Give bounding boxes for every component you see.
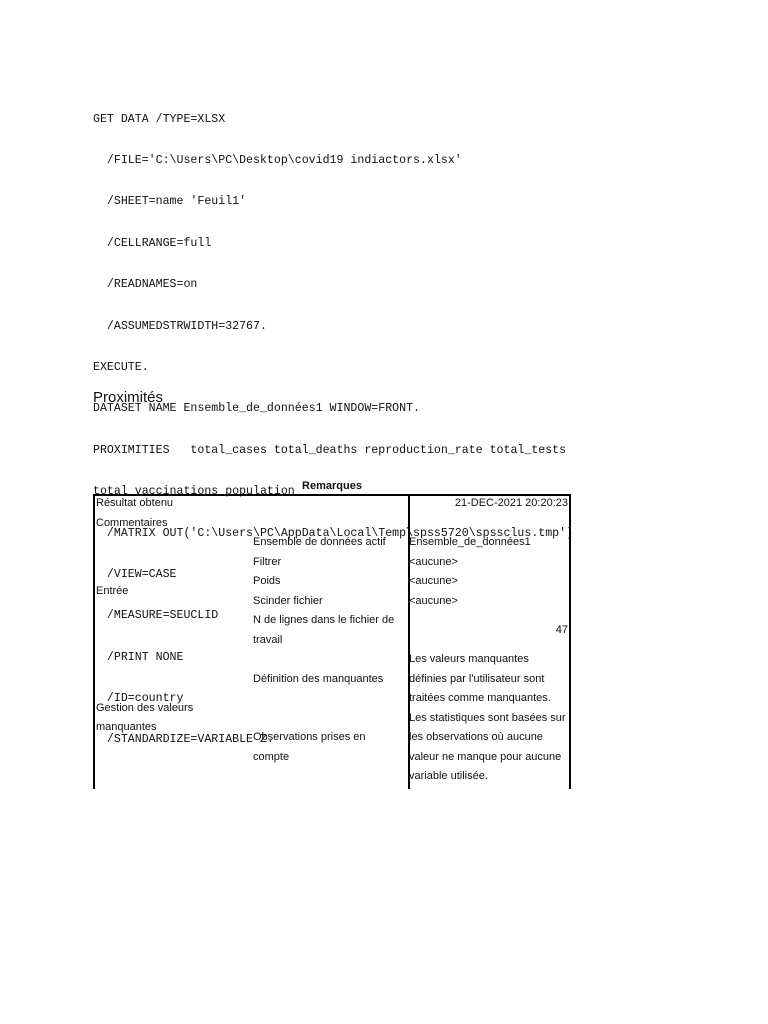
table-row <box>93 533 571 553</box>
active-dataset-value: Ensemble_de_données1 <box>409 536 531 548</box>
cases-used-label: Observations prises en compte <box>253 731 366 763</box>
remarks-table <box>93 494 574 787</box>
result-label: Résultat obtenu <box>96 497 174 509</box>
table-caption: Remarques <box>302 480 362 492</box>
syntax-line: /MEASURE=SEUCLID <box>93 609 219 623</box>
missing-group-label: Gestion des valeurs manquantes <box>96 701 194 734</box>
rows-value: 47 <box>555 623 568 636</box>
syntax-line: /ID=country <box>93 692 184 706</box>
missing-def-label: Définition des manquantes <box>253 672 384 685</box>
syntax-line: /STANDARDIZE=VARIABLE Z. <box>93 733 274 747</box>
syntax-line: /MATRIX OUT('C:\Users\PC\AppData\Local\Temp\spss5720\spssclus.tmp') <box>93 526 574 540</box>
result-value: 21-DEC-2021 20:20:23 <box>454 497 568 509</box>
syntax-line: /FILE='C:\Users\PC\Desktop\covid19 indiactors.xlsx' <box>93 153 462 167</box>
syntax-line: total_vaccinations population <box>93 485 295 499</box>
weight-label: Poids <box>253 575 281 587</box>
input-label: Entrée <box>96 584 129 597</box>
syntax-line: /VIEW=CASE <box>93 567 177 581</box>
syntax-line: /ASSUMEDSTRWIDTH=32767. <box>93 319 267 333</box>
split-value: <aucune> <box>409 594 458 607</box>
table-row <box>93 650 571 709</box>
remarks-table-container <box>93 494 574 789</box>
syntax-line: EXECUTE. <box>93 360 149 374</box>
syntax-line: DATASET NAME Ensemble_de_données1 WINDOW=FRONT. <box>93 402 420 416</box>
syntax-line: /SHEET=name 'Feuil1' <box>93 195 247 209</box>
syntax-line: /PRINT NONE <box>93 650 184 664</box>
syntax-line: /READNAMES=on <box>93 278 198 292</box>
syntax-line: /CELLRANGE=full <box>93 236 212 250</box>
filter-value: <aucune> <box>409 555 458 568</box>
cases-used-value: Les statistiques sont basées sur les observations où aucune valeur ne manque pour aucune variable utilisée. <box>409 711 566 782</box>
active-dataset-label: Ensemble de données actif <box>253 536 386 548</box>
syntax-line: GET DATA /TYPE=XLSX <box>93 112 226 126</box>
syntax-line: PROXIMITIES total_cases total_deaths reproduction_rate total_tests <box>93 443 567 457</box>
table-row <box>93 514 571 534</box>
split-label: Scinder fichier <box>253 594 323 607</box>
rows-label: N de lignes dans le fichier de travail <box>253 614 395 646</box>
weight-value: <aucune> <box>409 575 458 587</box>
comments-value <box>406 514 571 534</box>
comments-label: Commentaires <box>96 516 168 529</box>
filter-label: Filtrer <box>253 555 282 568</box>
table-row <box>93 494 571 514</box>
section-title: Proximités <box>93 389 164 406</box>
missing-def-value: Les valeurs manquantes définies par l'utilisateur sont traitées comme manquantes. <box>409 653 551 704</box>
